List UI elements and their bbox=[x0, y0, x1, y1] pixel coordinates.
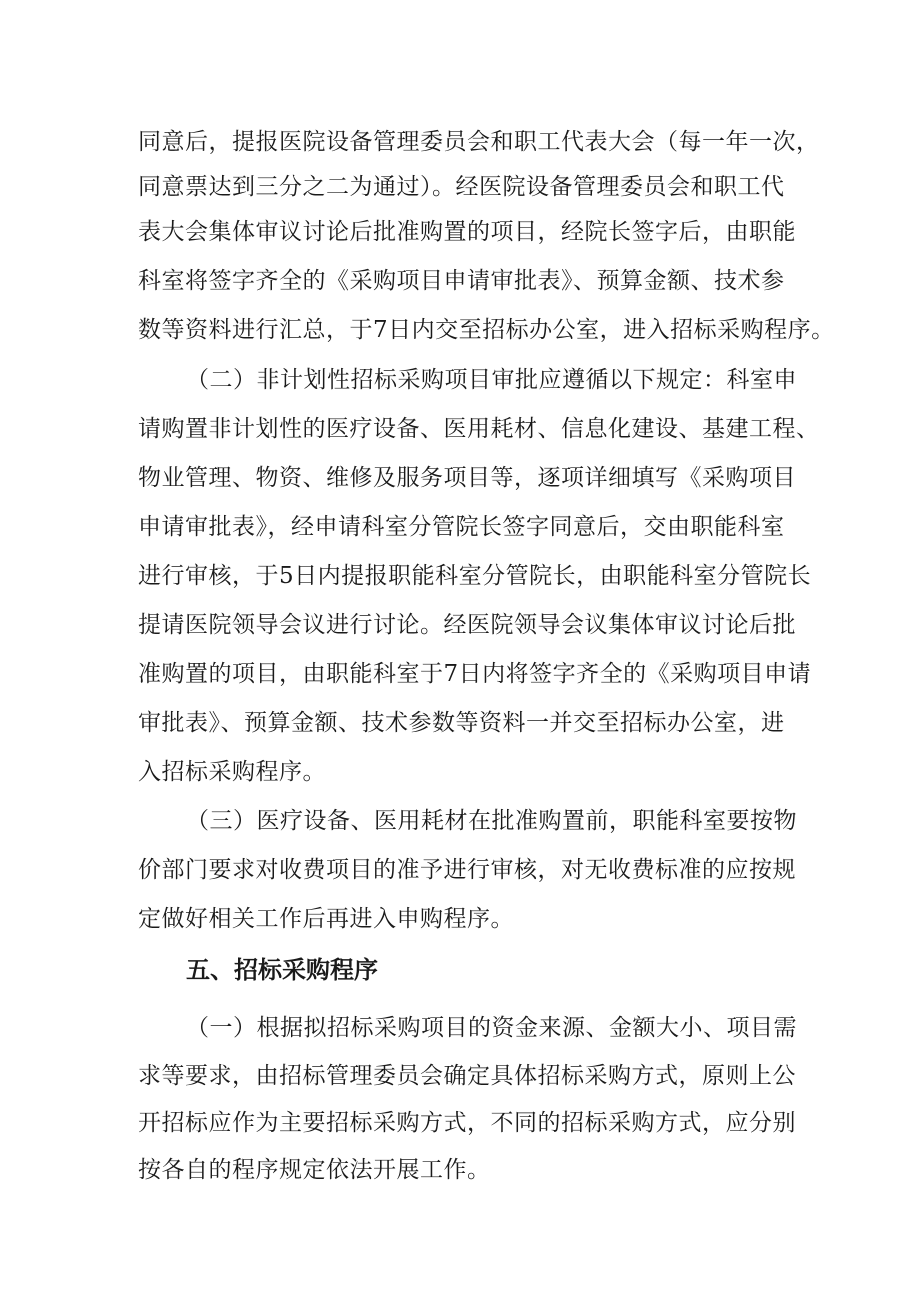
paragraph-line: 请购置非计划性的医疗设备、医用耗材、信息化建设、基建工程、 bbox=[138, 416, 820, 442]
paragraph-line: （三）医疗设备、医用耗材在批准购置前，职能科室要按物 bbox=[186, 808, 797, 834]
paragraph-line: 求等要求，由招标管理委员会确定具体招标采购方式，原则上公 bbox=[138, 1063, 796, 1089]
paragraph-line: 申请审批表》，经申请科室分管院长签字同意后，交由职能科室 bbox=[138, 514, 785, 540]
paragraph-line: 进行审核，于5日内提报职能科室分管院长，由职能科室分管院长 bbox=[138, 563, 812, 589]
paragraph-line: 同意票达到三分之二为通过）。经医院设备管理委员会和职工代 bbox=[138, 174, 785, 200]
paragraph-line: 开招标应作为主要招标采购方式，不同的招标采购方式，应分别 bbox=[138, 1110, 796, 1136]
paragraph-line: 按各自的程序规定依法开展工作。 bbox=[138, 1157, 491, 1183]
paragraph-line: （一）根据拟招标采购项目的资金来源、金额大小、项目需 bbox=[186, 1015, 797, 1041]
paragraph-line: 入招标采购程序。 bbox=[138, 759, 326, 785]
paragraph-line: 物业管理、物资、维修及服务项目等，逐项详细填写《采购项目 bbox=[138, 465, 796, 491]
paragraph-line: 数等资料进行汇总，于7日内交至招标办公室，进入招标采购程序。 bbox=[138, 317, 835, 343]
paragraph-line: 科室将签字齐全的《采购项目申请审批表》、预算金额、技术参 bbox=[138, 268, 785, 294]
paragraph-line: （二）非计划性招标采购项目审批应遵循以下规定：科室申 bbox=[186, 367, 797, 393]
paragraph-line: 定做好相关工作后再进入申购程序。 bbox=[138, 906, 514, 932]
paragraph-line: 准购置的项目，由职能科室于7日内将签字齐全的《采购项目申请 bbox=[138, 661, 812, 687]
paragraph-line: 表大会集体审议讨论后批准购置的项目，经院长签字后，由职能 bbox=[138, 219, 796, 245]
paragraph-line: 同意后，提报医院设备管理委员会和职工代表大会（每一年一次， bbox=[138, 129, 820, 155]
paragraph-line: 提请医院领导会议进行讨论。经医院领导会议集体审议讨论后批 bbox=[138, 612, 796, 638]
paragraph-line: 审批表》、预算金额、技术参数等资料一并交至招标办公室，进 bbox=[138, 710, 785, 736]
paragraph-line: 价部门要求对收费项目的准予进行审核，对无收费标准的应按规 bbox=[138, 857, 796, 883]
section-heading: 五、招标采购程序 bbox=[186, 956, 378, 984]
